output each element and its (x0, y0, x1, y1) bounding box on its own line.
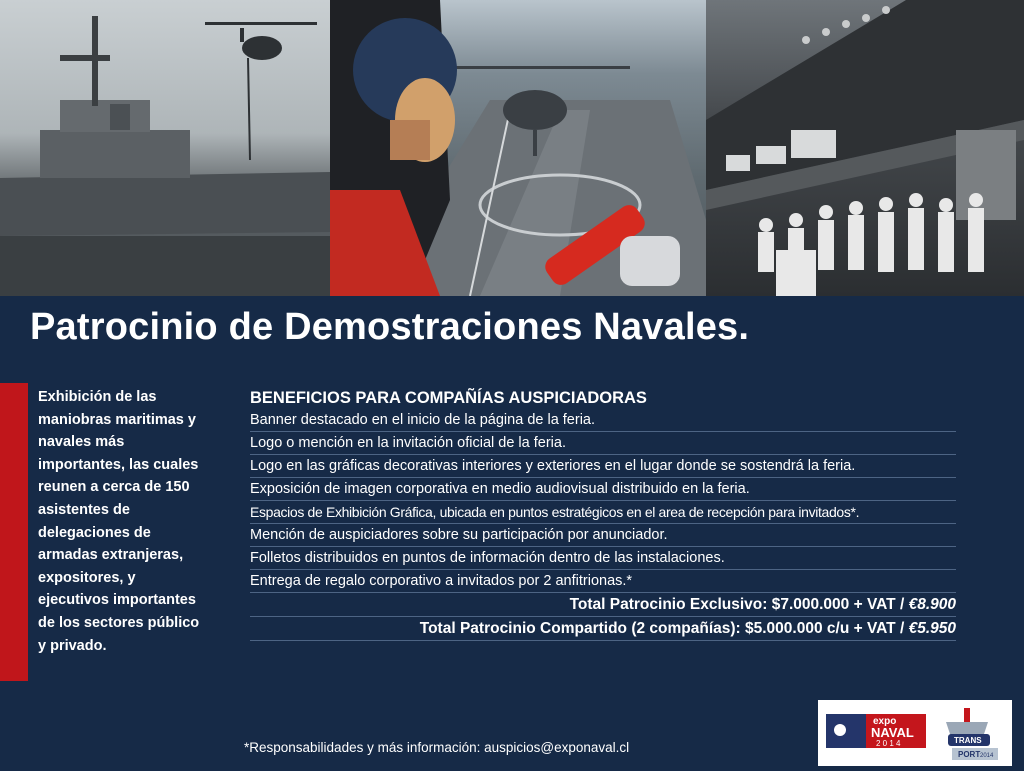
benefit-item: Logo en las gráficas decorativas interiores y exteriores en el lugar donde se sostendrá la feria. (250, 455, 956, 478)
expo-naval-logo (826, 714, 926, 748)
benefit-item: Logo o mención en la invitación oficial de la feria. (250, 432, 956, 455)
event-logos (818, 700, 1012, 766)
logo-trans-text: TRANS (954, 736, 982, 745)
transport-logo (946, 708, 998, 760)
photo-sailors-grandstand (706, 0, 1024, 296)
logo-expo-text: expo (873, 716, 897, 727)
total-exclusive (250, 593, 956, 617)
benefits-table (250, 387, 956, 641)
photo-helicopter-deck (330, 0, 706, 296)
benefit-item: Folletos distribuidos en puntos de información dentro de las instalaciones. (250, 547, 956, 570)
logo-port-text: PORT (958, 750, 981, 759)
benefit-item: Banner destacado en el inicio de la página de la feria. (250, 409, 956, 432)
photo-banner (0, 0, 1024, 296)
total-exclusive-eur: €8.900 (908, 596, 956, 613)
benefit-item: Entrega de regalo corporativo a invitados por 2 anfitrionas.* (250, 570, 956, 593)
sidebar-description: Exhibición de las maniobras maritimas y navales más importantes, las cuales reunen a cerca de 150 asistentes de delegaciones de armadas extranjeras, expositores, y ejecutivos importantes de los sectores público y privado. (38, 389, 200, 654)
photo-navy-ship-helicopter (0, 0, 330, 296)
total-exclusive-label: Total Patrocinio Exclusivo: $7.000.000 + VAT / (569, 596, 909, 613)
logo-year-text: 2 0 1 4 (876, 739, 901, 748)
page-title: Patrocinio de Demostraciones Navales. (30, 306, 750, 348)
footer-note: *Responsabilidades y más información: auspicios@exponaval.cl (244, 740, 630, 755)
benefit-item: Espacios de Exhibición Gráfica, ubicada en puntos estratégicos en el area de recepción para invitados*. (250, 501, 956, 524)
total-shared-label: Total Patrocinio Compartido (2 compañías): $5.000.000 c/u + VAT / (419, 620, 909, 637)
benefit-item: Mención de auspiciadores sobre su participación por anunciador. (250, 524, 956, 547)
accent-bar (0, 383, 28, 681)
logo-naval-text: NAVAL (871, 725, 914, 740)
total-shared (250, 617, 956, 641)
total-shared-eur: €5.950 (908, 620, 956, 637)
benefit-item: Exposición de imagen corporativa en medio audiovisual distribuido en la feria. (250, 478, 956, 501)
logo-port-year: 2014 (980, 753, 994, 759)
benefits-heading: BENEFICIOS PARA COMPAÑÍAS AUSPICIADORAS (250, 389, 647, 407)
